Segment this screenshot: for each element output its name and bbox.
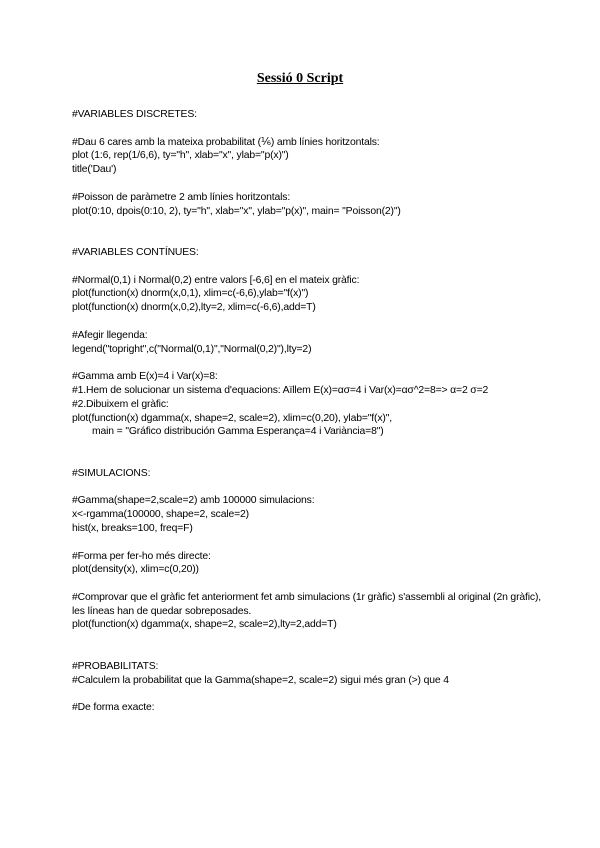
code-line: plot(function(x) dnorm(x,0,1), xlim=c(-6,6),ylab="f(x)")	[72, 288, 309, 300]
document-title: Sessió 0 Script	[256, 71, 344, 86]
code-line: title('Dau')	[72, 164, 117, 176]
code-line: plot(function(x) dnorm(x,0,2),lty=2, xlim=c(-6,6),add=T)	[72, 302, 316, 314]
comment-line: #Normal(0,1) i Normal(0,2) entre valors [-6,6] en el mateix gràfic:	[72, 274, 360, 286]
code-line: x<-rgamma(100000, shape=2, scale=2)	[72, 509, 249, 521]
code-line: legend("topright",c("Normal(0,1)","Normal(0,2)"),lty=2)	[72, 343, 312, 355]
comment-line: #Gamma(shape=2,scale=2) amb 100000 simulacions:	[72, 495, 315, 507]
comment-line: #1.Hem de solucionar un sistema d'equacions: Aïllem E(x)=ασ=4 i Var(x)=ασ^2=8=> α=2 σ=2	[72, 384, 489, 396]
code-line: main = "Gráfico distribución Gamma Esperança=4 i Variància=8")	[92, 426, 384, 438]
code-line: hist(x, breaks=100, freq=F)	[72, 522, 193, 534]
code-line: plot(function(x) dgamma(x, shape=2, scale=2),lty=2,add=T)	[72, 619, 337, 631]
code-line: plot(function(x) dgamma(x, shape=2, scale=2), xlim=c(0,20), ylab="f(x)",	[72, 412, 392, 424]
comment-line: #Dau 6 cares amb la mateixa probabilitat (⅙) amb línies horitzontals:	[72, 136, 380, 148]
code-line: plot(density(x), xlim=c(0,20))	[72, 564, 199, 576]
code-line: plot(0:10, dpois(0:10, 2), ty="h", xlab="x", ylab="p(x)", main= "Poisson(2)")	[72, 205, 401, 217]
script-body	[72, 108, 542, 715]
comment-line: #Calculem la probabilitat que la Gamma(shape=2, scale=2) sigui més gran (>) que 4	[72, 674, 449, 686]
comment-line: #De forma exacte:	[72, 702, 155, 714]
comment-line: #Forma per fer-ho més directe:	[72, 550, 211, 562]
comment-line: #Comprovar que el gràfic fet anteriorment fet amb simulacions (1r gràfic) s'assembli al original (2n gràfic), les líneas han de quedar sobreposades.	[72, 591, 541, 617]
section-heading-continuous: #VARIABLES CONTÍNUES:	[72, 246, 199, 258]
comment-line: #Poisson de paràmetre 2 amb línies horitzontals:	[72, 191, 291, 203]
section-heading-probabilities: #PROBABILITATS:	[72, 660, 159, 672]
section-heading-simulations: #SIMULACIONS:	[72, 467, 151, 479]
comment-line: #Afegir llegenda:	[72, 329, 148, 341]
code-line: plot (1:6, rep(1/6,6), ty="h", xlab="x", ylab="p(x)")	[72, 150, 289, 162]
section-heading-discrete: #VARIABLES DISCRETES:	[72, 109, 197, 120]
comment-line: #Gamma amb E(x)=4 i Var(x)=8:	[72, 371, 218, 383]
comment-line: #2.Dibuixem el gràfic:	[72, 398, 169, 410]
